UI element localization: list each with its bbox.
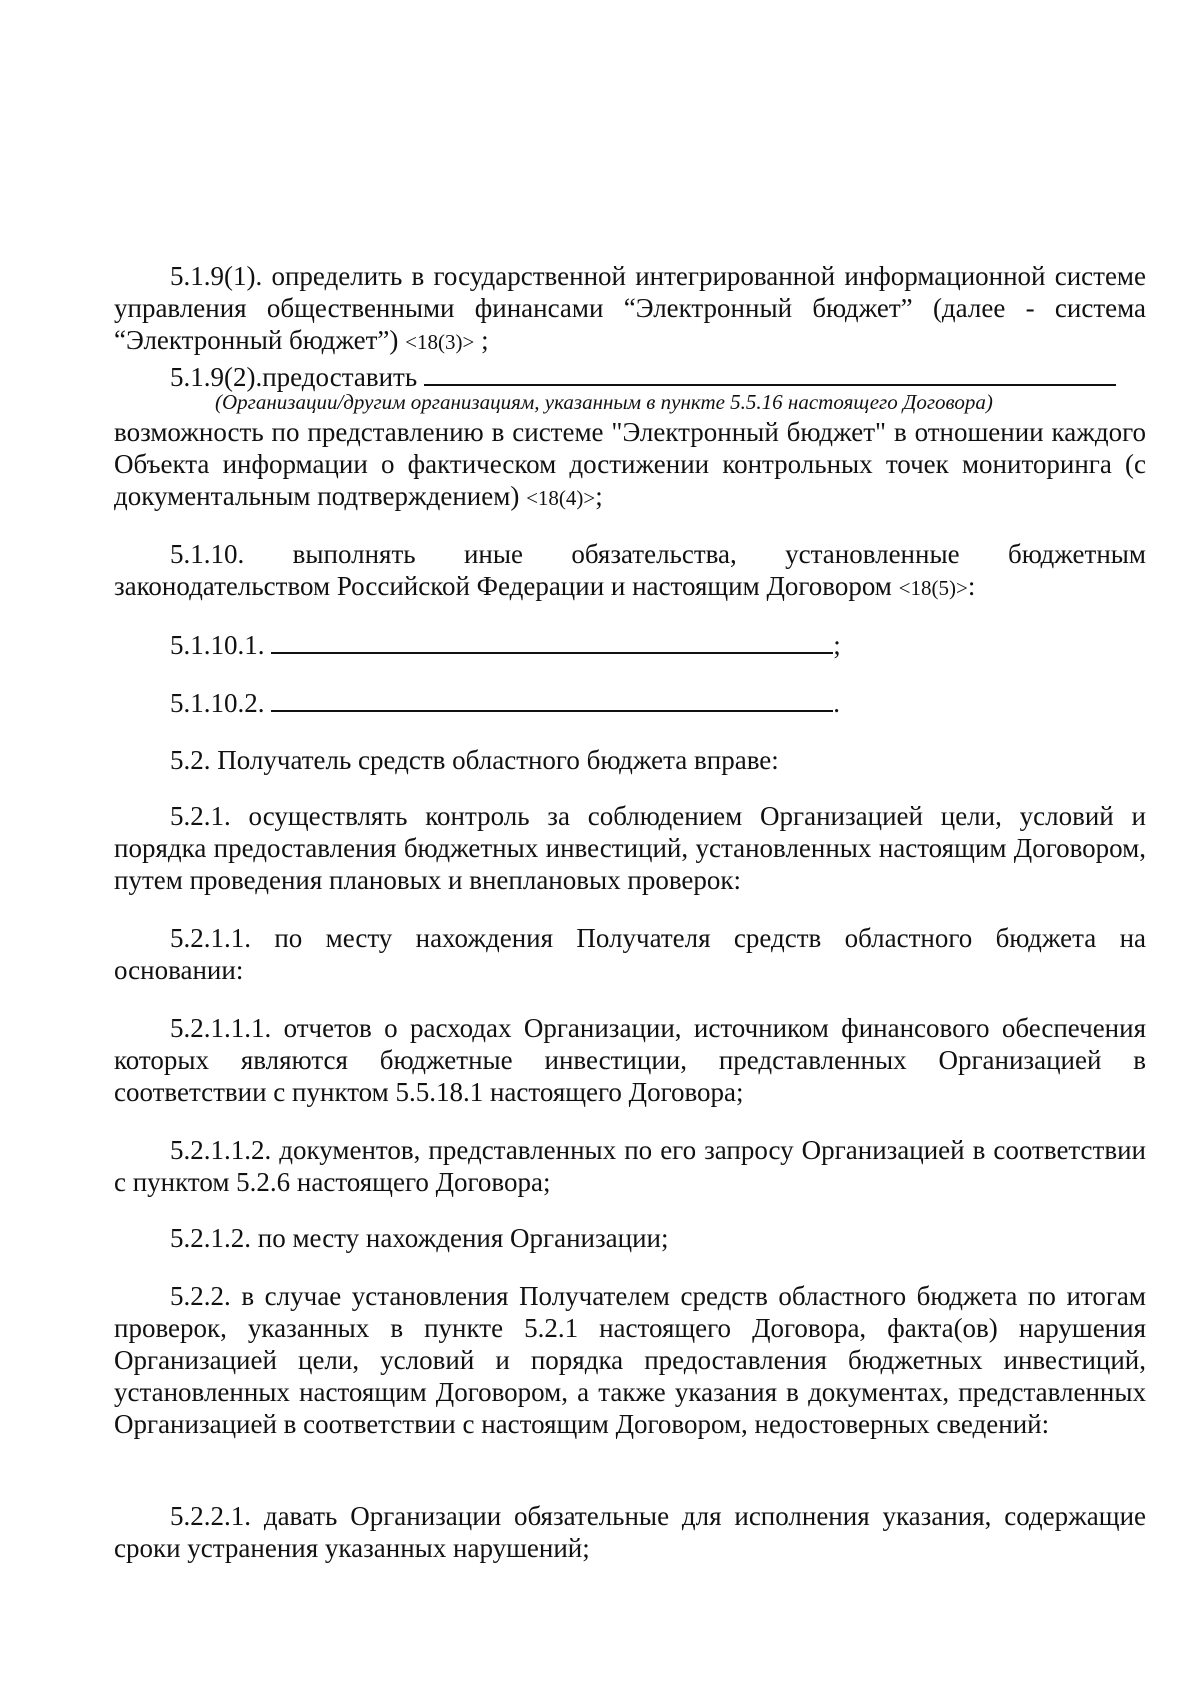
- field-caption: (Организации/другим организациям, указанным в пункте 5.5.16 настоящего Договора): [215, 390, 993, 414]
- paragraph-end: .: [833, 688, 840, 718]
- paragraph-5-1-10-2: [170, 686, 840, 719]
- paragraph-continuation: [114, 416, 1146, 514]
- paragraph-5-1-9-2: [170, 360, 1116, 393]
- paragraph-5-2: 5.2. Получатель средств областного бюджета вправе:: [170, 745, 779, 775]
- fill-in-blank-line: [424, 360, 1116, 386]
- paragraph-label: 5.1.9(2).предоставить: [170, 362, 418, 392]
- paragraph-5-2-1-2: 5.2.1.2. по месту нахождения Организации;: [170, 1223, 669, 1253]
- fill-in-blank-line: [271, 628, 833, 654]
- paragraph-label: 5.1.10.2.: [170, 688, 265, 718]
- footnote-ref: <18(4)>: [526, 486, 596, 510]
- paragraph-end: ;: [833, 630, 841, 660]
- paragraph-end: ;: [474, 325, 489, 355]
- fill-in-blank-line: [271, 686, 833, 712]
- footnote-ref: <18(5)>: [898, 576, 968, 600]
- paragraph-5-2-2-1: 5.2.2.1. давать Организации обязательные для исполнения указания, содержащие сроки устранения указанных нарушений;: [114, 1501, 1146, 1563]
- paragraph-5-2-1-1: 5.2.1.1. по месту нахождения Получателя средств областного бюджета на основании:: [114, 923, 1146, 985]
- paragraph-label: 5.1.10.1.: [170, 630, 265, 660]
- footnote-ref: <18(3)>: [405, 330, 475, 354]
- paragraph-5-2-1: 5.2.1. осуществлять контроль за соблюдением Организацией цели, условий и порядка предоставления бюджетных инвестиций, установленных настоящим Договором, путем проведения плановых и внеплановых проверок:: [114, 801, 1146, 895]
- paragraph-text: 5.1.9(1). определить в государственной интегрированной информационной системе управления общественными финансами “Электронный бюджет” (далее - система “Электронный бюджет”): [114, 261, 1146, 355]
- paragraph-5-2-2: 5.2.2. в случае установления Получателем средств областного бюджета по итогам проверок, указанных в пункте 5.2.1 настоящего Договора, факта(ов) нарушения Организацией цели, условий и порядка предоставления бюджетных инвестиций, установленных настоящим Договором, а также указания в документах, представленных Организацией в соответствии с настоящим Договором, недостоверных сведений:: [114, 1281, 1146, 1439]
- paragraph-text: возможность по представлению в системе "Электронный бюджет" в отношении каждого Объекта информации о фактическом достижении контрольных точек мониторинга (с документальным подтверждением): [114, 417, 1146, 511]
- paragraph-text: 5.1.10. выполнять иные обязательства, установленные бюджетным законодательством Российской Федерации и настоящим Договором: [114, 539, 1146, 601]
- paragraph-end: :: [967, 571, 976, 601]
- paragraph-end: ;: [595, 481, 603, 511]
- paragraph-5-1-9-1: [114, 260, 1146, 358]
- paragraph-5-2-1-1-2: 5.2.1.1.2. документов, представленных по его запросу Организацией в соответствии с пунктом 5.2.6 настоящего Договора;: [114, 1135, 1146, 1197]
- paragraph-5-1-10: [114, 538, 1146, 604]
- paragraph-5-2-1-1-1: 5.2.1.1.1. отчетов о расходах Организации, источником финансового обеспечения которых являются бюджетные инвестиции, представленных Организацией в соответствии с пунктом 5.5.18.1 настоящего Договора;: [114, 1013, 1146, 1107]
- paragraph-5-1-10-1: [170, 628, 841, 661]
